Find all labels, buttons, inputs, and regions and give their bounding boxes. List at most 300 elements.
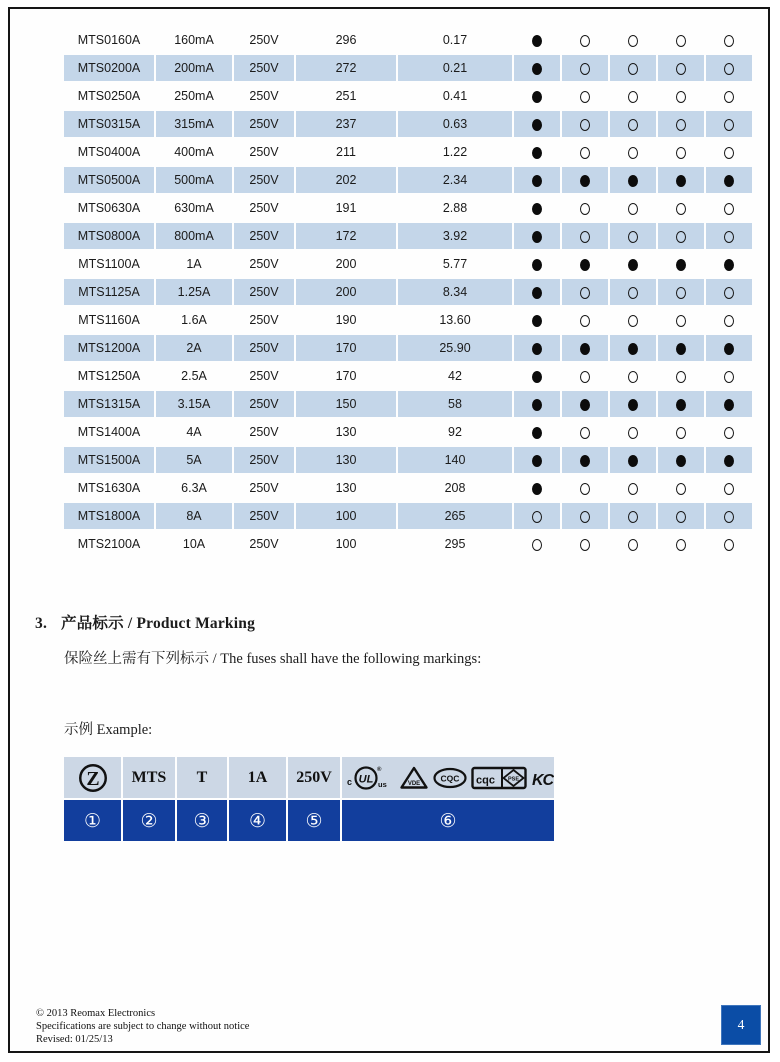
rating-cell: 1A	[186, 257, 202, 271]
approval-cell	[562, 307, 608, 333]
filled-circle-icon	[628, 175, 638, 187]
approval-cell	[514, 475, 560, 501]
voltage-cell: 250V	[234, 111, 294, 137]
approval-cell	[514, 391, 560, 417]
approval-cell	[514, 167, 560, 193]
svg-text:us: us	[378, 779, 387, 789]
filled-circle-icon	[580, 175, 590, 187]
rating-cell: 630mA	[174, 201, 214, 215]
approval-cell	[610, 111, 656, 137]
marking-voltage-cell: 250V	[288, 757, 340, 798]
approval-cell	[610, 223, 656, 249]
voltage-cell: 250V	[249, 425, 279, 439]
approval-cell	[514, 363, 560, 389]
filled-circle-icon	[628, 399, 638, 411]
part-cell: MTS1630A	[77, 481, 141, 495]
voltage-cell: 250V	[249, 481, 279, 495]
marking-rating-cell: 1A	[229, 757, 286, 798]
empty-circle-icon	[580, 539, 590, 551]
val2-cell: 42	[448, 369, 462, 383]
approval-cell	[658, 55, 704, 81]
approval-cell	[610, 55, 656, 81]
approval-cell	[658, 27, 704, 53]
rating-cell: 5A	[156, 447, 232, 473]
rating-cell: 315mA	[156, 111, 232, 137]
filled-circle-icon	[532, 231, 542, 243]
empty-circle-icon	[724, 203, 734, 215]
val2-cell: 2.34	[398, 167, 512, 193]
rating-cell: 1.6A	[181, 313, 207, 327]
val2-cell: 1.22	[442, 145, 468, 159]
voltage-cell: 250V	[249, 537, 279, 551]
approval-cell	[562, 139, 608, 165]
filled-circle-icon	[724, 455, 734, 467]
approval-cell	[562, 83, 608, 109]
page-number: 4	[737, 1017, 745, 1032]
circled-z-logo-icon	[76, 761, 110, 795]
approval-cell	[658, 83, 704, 109]
approval-cell	[514, 195, 560, 221]
rating-cell: 2.5A	[181, 369, 207, 383]
empty-circle-icon	[580, 119, 590, 131]
filled-circle-icon	[580, 343, 590, 355]
voltage-cell: 250V	[249, 33, 279, 47]
empty-circle-icon	[724, 427, 734, 439]
empty-circle-icon	[580, 511, 590, 523]
val1-cell: 150	[296, 391, 396, 417]
approval-cell	[610, 279, 656, 305]
filled-circle-icon	[532, 287, 542, 299]
footer	[36, 1007, 249, 1046]
val2-cell: 0.21	[398, 55, 512, 81]
empty-circle-icon	[676, 63, 686, 75]
approval-cell	[658, 279, 704, 305]
filled-circle-icon	[628, 455, 638, 467]
filled-circle-icon	[532, 343, 542, 355]
approval-cell	[610, 83, 656, 109]
approval-cell	[658, 335, 704, 361]
cert-logo-row	[342, 764, 554, 792]
empty-circle-icon	[724, 539, 734, 551]
cqc-oval-mark-icon	[432, 766, 468, 790]
part-cell: MTS1400A	[77, 425, 141, 439]
val1-cell: 100	[335, 537, 357, 551]
marking-approvals-cell	[342, 757, 554, 798]
part-cell: MTS1500A	[64, 447, 154, 473]
filled-circle-icon	[532, 483, 542, 495]
approval-cell	[658, 475, 704, 501]
empty-circle-icon	[676, 147, 686, 159]
empty-circle-icon	[676, 427, 686, 439]
val2-cell: 2.88	[442, 201, 468, 215]
filled-circle-icon	[724, 259, 734, 271]
val2-cell: 92	[448, 425, 462, 439]
table-row	[64, 447, 752, 473]
empty-circle-icon	[676, 119, 686, 131]
val2-cell: 0.63	[398, 111, 512, 137]
table-row	[64, 139, 752, 165]
filled-circle-icon	[532, 35, 542, 47]
part-cell: MTS0160A	[77, 33, 141, 47]
empty-circle-icon	[724, 63, 734, 75]
table-row	[64, 111, 752, 137]
empty-circle-icon	[676, 287, 686, 299]
filled-circle-icon	[580, 399, 590, 411]
empty-circle-icon	[676, 511, 686, 523]
approval-cell	[610, 419, 656, 445]
empty-circle-icon	[724, 147, 734, 159]
rating-cell: 800mA	[156, 223, 232, 249]
empty-circle-icon	[628, 91, 638, 103]
rating-cell: 200mA	[156, 55, 232, 81]
val1-cell: 190	[335, 313, 357, 327]
filled-circle-icon	[580, 259, 590, 271]
empty-circle-icon	[580, 35, 590, 47]
empty-circle-icon	[676, 539, 686, 551]
approval-cell	[562, 167, 608, 193]
empty-circle-icon	[724, 483, 734, 495]
footer-notice: Specifications are subject to change without notice	[36, 1021, 250, 1032]
approval-cell	[562, 475, 608, 501]
val2-cell: 13.60	[439, 313, 471, 327]
part-cell: MTS0400A	[77, 145, 141, 159]
table-row	[64, 307, 752, 333]
approval-cell	[562, 279, 608, 305]
part-cell: MTS1100A	[78, 257, 140, 271]
spec-table	[62, 25, 754, 559]
empty-circle-icon	[628, 63, 638, 75]
voltage-cell: 250V	[234, 279, 294, 305]
empty-circle-icon	[676, 35, 686, 47]
approval-cell	[610, 167, 656, 193]
approval-cell	[514, 139, 560, 165]
brand-logo-cell	[64, 757, 121, 798]
empty-circle-icon	[628, 35, 638, 47]
empty-circle-icon	[628, 287, 638, 299]
approval-cell	[658, 419, 704, 445]
table-row	[64, 391, 752, 417]
filled-circle-icon	[532, 91, 542, 103]
marking-num-1: ①	[64, 800, 121, 841]
val1-cell: 170	[335, 369, 357, 383]
empty-circle-icon	[628, 119, 638, 131]
empty-circle-icon	[580, 231, 590, 243]
val2-cell: 25.90	[398, 335, 512, 361]
empty-circle-icon	[580, 315, 590, 327]
val2-cell: 3.92	[398, 223, 512, 249]
voltage-cell: 250V	[234, 447, 294, 473]
empty-circle-icon	[628, 483, 638, 495]
approval-cell	[562, 531, 608, 557]
approval-cell	[610, 335, 656, 361]
approval-cell	[562, 27, 608, 53]
approval-cell	[706, 447, 752, 473]
approval-cell	[562, 195, 608, 221]
approval-cell	[610, 251, 656, 277]
val1-cell: 170	[296, 335, 396, 361]
approval-cell	[562, 111, 608, 137]
approval-cell	[610, 447, 656, 473]
section-number: 3.	[35, 615, 48, 632]
approval-cell	[514, 111, 560, 137]
approval-cell	[706, 419, 752, 445]
part-cell: MTS1160A	[78, 313, 140, 327]
voltage-cell: 250V	[249, 201, 279, 215]
approval-cell	[658, 111, 704, 137]
marking-row-numbers	[64, 800, 554, 841]
table-row	[64, 279, 752, 305]
approval-cell	[706, 279, 752, 305]
empty-circle-icon	[628, 511, 638, 523]
svg-text:c: c	[347, 776, 353, 787]
approval-cell	[514, 223, 560, 249]
approval-cell	[514, 55, 560, 81]
marking-num-3: ③	[177, 800, 227, 841]
val1-cell: 130	[335, 481, 357, 495]
table-row	[64, 223, 752, 249]
vde-triangle-mark-icon	[399, 765, 429, 791]
approval-cell	[706, 223, 752, 249]
val1-cell: 191	[335, 201, 357, 215]
svg-text:CQC: CQC	[440, 773, 460, 783]
filled-circle-icon	[676, 343, 686, 355]
filled-circle-icon	[676, 259, 686, 271]
empty-circle-icon	[724, 511, 734, 523]
val2-cell: 208	[444, 481, 466, 495]
table-row	[64, 531, 752, 557]
val1-cell: 130	[335, 425, 357, 439]
spec-table-body	[64, 27, 752, 557]
empty-circle-icon	[724, 91, 734, 103]
approval-cell	[658, 503, 704, 529]
rating-cell: 8A	[156, 503, 232, 529]
empty-circle-icon	[580, 91, 590, 103]
approval-cell	[706, 27, 752, 53]
empty-circle-icon	[676, 315, 686, 327]
rating-cell: 2A	[156, 335, 232, 361]
approval-cell	[562, 335, 608, 361]
val1-cell: 200	[335, 257, 357, 271]
approval-cell	[706, 503, 752, 529]
svg-text:PSE: PSE	[507, 776, 520, 782]
val2-cell: 5.77	[442, 257, 468, 271]
rating-cell: 500mA	[156, 167, 232, 193]
filled-circle-icon	[676, 455, 686, 467]
voltage-cell: 250V	[249, 313, 279, 327]
approval-cell	[610, 307, 656, 333]
svg-text:Z: Z	[85, 767, 100, 790]
approval-cell	[514, 419, 560, 445]
approval-cell	[706, 83, 752, 109]
filled-circle-icon	[724, 175, 734, 187]
empty-circle-icon	[580, 203, 590, 215]
svg-text:UL: UL	[358, 773, 374, 785]
cqc-pse-box-mark-icon	[471, 765, 529, 791]
marking-num-4: ④	[229, 800, 286, 841]
svg-text:KC: KC	[532, 771, 554, 789]
empty-circle-icon	[724, 315, 734, 327]
approval-cell	[610, 391, 656, 417]
rating-cell: 1.25A	[156, 279, 232, 305]
approval-cell	[658, 223, 704, 249]
approval-cell	[562, 503, 608, 529]
empty-circle-icon	[628, 539, 638, 551]
val1-cell: 172	[296, 223, 396, 249]
filled-circle-icon	[628, 343, 638, 355]
section-heading	[35, 611, 255, 633]
voltage-cell: 250V	[234, 223, 294, 249]
approval-cell	[562, 447, 608, 473]
filled-circle-icon	[628, 259, 638, 271]
table-row	[64, 503, 752, 529]
val1-cell: 100	[296, 503, 396, 529]
table-row	[64, 475, 752, 501]
approval-cell	[610, 503, 656, 529]
approval-cell	[610, 27, 656, 53]
approval-cell	[562, 251, 608, 277]
table-row	[64, 27, 752, 53]
filled-circle-icon	[532, 175, 542, 187]
val1-cell: 200	[296, 279, 396, 305]
approval-cell	[514, 83, 560, 109]
footer-revised: Revised: 01/25/13	[36, 1034, 113, 1045]
approval-cell	[706, 111, 752, 137]
approval-cell	[562, 55, 608, 81]
approval-cell	[514, 447, 560, 473]
filled-circle-icon	[532, 119, 542, 131]
approval-cell	[514, 531, 560, 557]
val1-cell: 251	[335, 89, 357, 103]
filled-circle-icon	[532, 455, 542, 467]
part-cell: MTS0200A	[64, 55, 154, 81]
val2-cell: 8.34	[398, 279, 512, 305]
table-row	[64, 83, 752, 109]
table-row	[64, 363, 752, 389]
part-cell: MTS0500A	[64, 167, 154, 193]
empty-circle-icon	[724, 231, 734, 243]
empty-circle-icon	[676, 91, 686, 103]
val2-cell: 0.41	[442, 89, 468, 103]
empty-circle-icon	[628, 315, 638, 327]
empty-circle-icon	[724, 35, 734, 47]
part-cell: MTS0250A	[77, 89, 141, 103]
marking-series-cell: MTS	[123, 757, 175, 798]
empty-circle-icon	[676, 203, 686, 215]
empty-circle-icon	[580, 483, 590, 495]
approval-cell	[706, 363, 752, 389]
marking-num-6: ⑥	[342, 800, 554, 841]
approval-cell	[562, 363, 608, 389]
approval-cell	[610, 531, 656, 557]
table-row	[64, 335, 752, 361]
filled-circle-icon	[532, 259, 542, 271]
approval-cell	[610, 363, 656, 389]
marking-row-values	[64, 757, 554, 798]
val1-cell: 272	[296, 55, 396, 81]
approval-cell	[514, 27, 560, 53]
voltage-cell: 250V	[234, 167, 294, 193]
voltage-cell: 250V	[234, 503, 294, 529]
voltage-cell: 250V	[234, 391, 294, 417]
voltage-cell: 250V	[249, 89, 279, 103]
val1-cell: 296	[335, 33, 357, 47]
rating-cell: 250mA	[174, 89, 214, 103]
empty-circle-icon	[724, 287, 734, 299]
empty-circle-icon	[724, 119, 734, 131]
part-cell: MTS0800A	[64, 223, 154, 249]
filled-circle-icon	[676, 399, 686, 411]
empty-circle-icon	[580, 371, 590, 383]
approval-cell	[658, 391, 704, 417]
empty-circle-icon	[676, 231, 686, 243]
svg-text:VDE: VDE	[407, 780, 421, 787]
approval-cell	[562, 223, 608, 249]
approval-cell	[658, 195, 704, 221]
marking-num-5: ⑤	[288, 800, 340, 841]
page-number-badge	[721, 1005, 761, 1045]
example-label: 示例 Example:	[64, 722, 153, 738]
filled-circle-icon	[724, 343, 734, 355]
empty-circle-icon	[676, 371, 686, 383]
cULus-mark-icon	[346, 764, 396, 792]
val1-cell: 202	[296, 167, 396, 193]
val2-cell: 140	[398, 447, 512, 473]
approval-cell	[706, 195, 752, 221]
val2-cell: 0.17	[442, 33, 468, 47]
approval-cell	[658, 307, 704, 333]
approval-cell	[706, 251, 752, 277]
val2-cell: 295	[444, 537, 466, 551]
approval-cell	[706, 531, 752, 557]
rating-cell: 400mA	[174, 145, 214, 159]
approval-cell	[658, 531, 704, 557]
marking-num-2: ②	[123, 800, 175, 841]
empty-circle-icon	[580, 427, 590, 439]
footer-copyright: © 2013 Reomax Electronics	[36, 1008, 156, 1019]
part-cell: MTS1200A	[64, 335, 154, 361]
approval-cell	[706, 167, 752, 193]
part-cell: MTS0630A	[77, 201, 141, 215]
voltage-cell: 250V	[234, 55, 294, 81]
approval-cell	[610, 195, 656, 221]
approval-cell	[706, 139, 752, 165]
empty-circle-icon	[724, 371, 734, 383]
approval-cell	[610, 475, 656, 501]
approval-cell	[514, 335, 560, 361]
part-cell: MTS1315A	[64, 391, 154, 417]
section-body-text: 保险丝上需有下列标示 / The fuses shall have the following markings:	[64, 651, 482, 667]
empty-circle-icon	[580, 147, 590, 159]
empty-circle-icon	[628, 203, 638, 215]
val1-cell: 237	[296, 111, 396, 137]
approval-cell	[658, 251, 704, 277]
part-cell: MTS1250A	[77, 369, 141, 383]
part-cell: MTS2100A	[77, 537, 141, 551]
rating-cell: 160mA	[174, 33, 214, 47]
filled-circle-icon	[532, 427, 542, 439]
part-cell: MTS1800A	[64, 503, 154, 529]
table-row	[64, 195, 752, 221]
empty-circle-icon	[628, 427, 638, 439]
marking-type-cell: T	[177, 757, 227, 798]
approval-cell	[658, 363, 704, 389]
voltage-cell: 250V	[234, 335, 294, 361]
approval-cell	[706, 475, 752, 501]
val1-cell: 130	[296, 447, 396, 473]
approval-cell	[610, 139, 656, 165]
empty-circle-icon	[532, 539, 542, 551]
approval-cell	[562, 419, 608, 445]
